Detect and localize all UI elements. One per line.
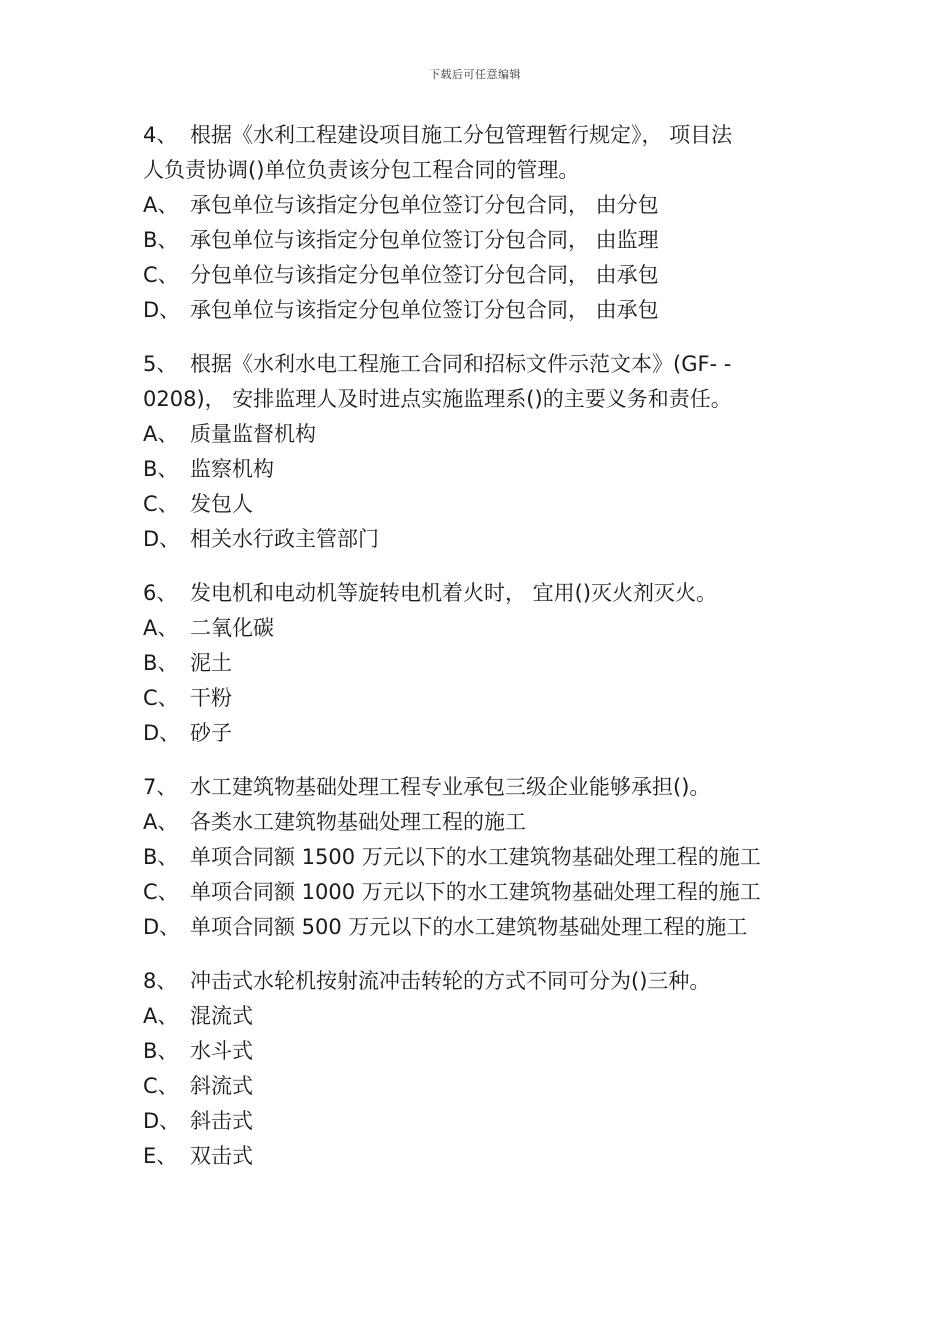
option-letter: A、 [143,422,179,446]
question-number: 7、 [143,775,178,799]
question-number: 5、 [143,352,178,376]
option-c [143,487,823,522]
option-text: 分包单位与该指定分包单位签订分包合同， 由承包 [190,263,659,287]
option-b [143,223,823,258]
question-number: 4、 [143,123,178,147]
page-header: 下载后可任意编辑 [429,68,521,81]
option-letter: B、 [143,1039,179,1063]
option-text: 水斗式 [190,1039,253,1063]
option-text: 混流式 [190,1004,253,1028]
option-e [143,1139,823,1174]
option-text: 单项合同额 500 万元以下的水工建筑物基础处理工程的施工 [190,915,748,939]
option-text: 单项合同额 1500 万元以下的水工建筑物基础处理工程的施工 [190,845,761,869]
option-letter: D、 [143,527,181,551]
question-stem-line-1: 根据《水利工程建设项目施工分包管理暂行规定》， 项目法 [190,123,733,147]
option-b [143,452,823,487]
question-number: 6、 [143,581,178,605]
option-c [143,1069,823,1104]
option-text: 二氧化碳 [190,616,274,640]
question-7 [143,770,823,945]
option-text: 质量监督机构 [190,422,316,446]
option-d [143,910,823,945]
question-4 [143,118,823,328]
option-c [143,681,823,716]
option-text: 泥土 [190,651,232,675]
question-stem-continuation [143,382,823,417]
option-text: 承包单位与该指定分包单位签订分包合同， 由承包 [190,298,659,322]
question-stem [143,118,823,153]
question-stem-line-1: 根据《水利水电工程施工合同和招标文件示范文本》(GF- - [190,352,732,376]
option-letter: B、 [143,651,179,675]
option-text: 双击式 [190,1144,253,1168]
option-letter: B、 [143,228,179,252]
option-letter: D、 [143,915,181,939]
option-text: 各类水工建筑物基础处理工程的施工 [190,810,526,834]
option-letter: E、 [143,1144,178,1168]
option-c [143,258,823,293]
option-d [143,293,823,328]
option-text: 斜击式 [190,1109,253,1133]
question-list [143,118,823,1193]
option-a [143,417,823,452]
option-letter: C、 [143,492,179,516]
question-stem-continuation [143,153,823,188]
question-stem [143,347,823,382]
option-text: 斜流式 [190,1074,253,1098]
option-d [143,716,823,751]
option-b [143,840,823,875]
option-letter: D、 [143,298,181,322]
option-text: 相关水行政主管部门 [190,527,379,551]
option-d [143,1104,823,1139]
option-text: 砂子 [190,721,232,745]
option-letter: A、 [143,1004,179,1028]
question-stem-line-2: 人负责协调()单位负责该分包工程合同的管理。 [143,158,580,182]
question-stem-line-1: 冲击式水轮机按射流冲击转轮的方式不同可分为()三种。 [190,969,711,993]
option-text: 监察机构 [190,457,274,481]
option-c [143,875,823,910]
question-stem-line-1: 水工建筑物基础处理工程专业承包三级企业能够承担()。 [190,775,711,799]
option-text: 干粉 [190,686,232,710]
option-text: 承包单位与该指定分包单位签订分包合同， 由分包 [190,193,659,217]
option-letter: B、 [143,845,179,869]
option-letter: C、 [143,880,179,904]
option-letter: A、 [143,193,179,217]
question-stem [143,576,823,611]
option-letter: D、 [143,1109,181,1133]
option-d [143,522,823,557]
option-text: 发包人 [190,492,253,516]
option-letter: A、 [143,616,179,640]
question-number: 8、 [143,969,178,993]
question-stem-line-1: 发电机和电动机等旋转电机着火时， 宜用()灭火剂灭火。 [190,581,718,605]
option-a [143,611,823,646]
option-letter: C、 [143,263,179,287]
option-a [143,999,823,1034]
question-6 [143,576,823,751]
question-5 [143,347,823,557]
option-text: 承包单位与该指定分包单位签订分包合同， 由监理 [190,228,659,252]
question-stem [143,964,823,999]
option-a [143,188,823,223]
option-letter: D、 [143,721,181,745]
option-letter: B、 [143,457,179,481]
option-letter: C、 [143,1074,179,1098]
question-8 [143,964,823,1174]
option-letter: A、 [143,810,179,834]
option-letter: C、 [143,686,179,710]
question-stem [143,770,823,805]
option-a [143,805,823,840]
option-b [143,646,823,681]
question-stem-line-2: 0208)， 安排监理人及时进点实施监理系()的主要义务和责任。 [143,387,732,411]
option-text: 单项合同额 1000 万元以下的水工建筑物基础处理工程的施工 [190,880,761,904]
option-b [143,1034,823,1069]
